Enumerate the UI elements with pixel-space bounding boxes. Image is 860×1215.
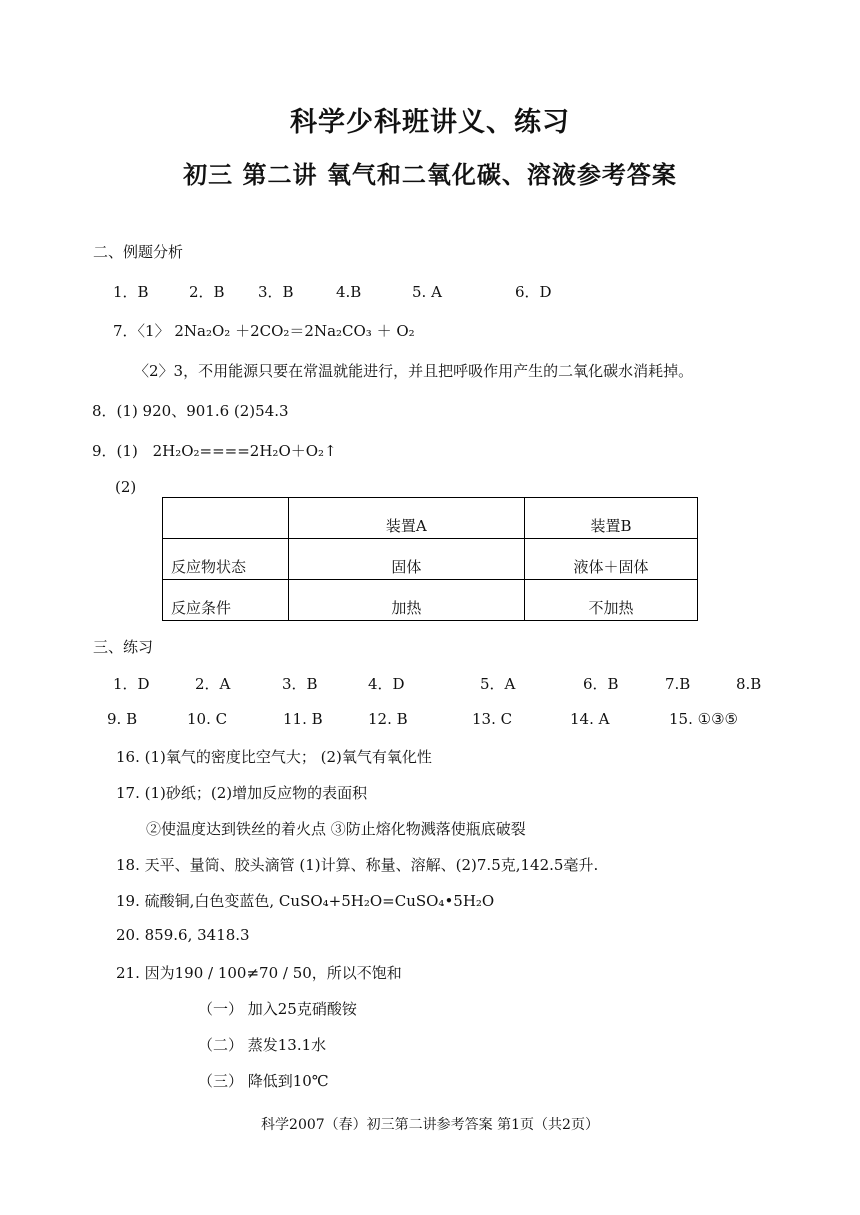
question-7-part-1 [113,320,415,341]
table-row [163,539,698,580]
table-header-cell: 装置A [288,498,524,539]
section-heading-examples: 二、例题分析 [93,243,184,261]
question-21-option-1: （一） 加入25克硝酸铵 [198,1000,357,1018]
table-cell: 反应物状态 [163,539,289,580]
chemical-equation-7: 2Na₂O₂ ＋2CO₂＝2Na₂CO₃ ＋ O₂ [174,322,415,340]
document-subtitle: 初三 第二讲 氧气和二氧化碳、溶液参考答案 [183,160,677,189]
question-7-label: 7．〈1〉 [113,322,170,340]
answer-row-exercises-2 [107,710,738,728]
question-8: 8．(1) 920、901.6 (2)54.3 [92,402,289,420]
question-16: 16. (1)氧气的密度比空气大； (2)氧气有氧化性 [116,748,432,766]
answer-item: 3．B [282,675,318,693]
table-header-cell [163,498,289,539]
chemical-equation-9: 2H₂O₂====2H₂O＋O₂↑ [152,442,337,460]
answer-item: 4．D [368,675,405,693]
document-title: 科学少科班讲义、练习 [290,107,570,138]
answer-item: 7.B [665,675,691,693]
answer-item: 5．A [480,675,516,693]
answer-item: 5. A [412,283,442,301]
apparatus-comparison-table [162,497,698,621]
answer-item: 9. B [107,710,138,728]
answer-item: 4.B [336,283,362,301]
table-cell: 不加热 [524,580,697,621]
question-21-option-3: （三） 降低到10℃ [198,1072,329,1090]
question-19: 19. 硫酸铜,白色变蓝色, CuSO₄+5H₂O=CuSO₄•5H₂O [116,892,495,910]
answer-item: 2．A [195,675,231,693]
answer-item: 10. C [187,710,228,728]
question-21-option-2: （二） 蒸发13.1水 [198,1036,327,1054]
answer-item: 14. A [570,710,610,728]
question-9-part-1 [92,440,337,461]
section-heading-exercises: 三、练习 [93,638,154,656]
answer-item: 1．D [113,675,150,693]
question-9-part-2-label: (2) [115,478,137,496]
answer-item: 13. C [472,710,513,728]
answer-item: 6．B [583,675,619,693]
table-cell: 反应条件 [163,580,289,621]
table-cell: 加热 [288,580,524,621]
page-footer: 科学2007（春）初三第二讲参考答案 第1页（共2页） [261,1117,599,1133]
answer-item: 2．B [189,283,225,301]
table-header-row [163,498,698,539]
answer-item: 8.B [736,675,762,693]
table-cell: 固体 [288,539,524,580]
question-17-continued: ②使温度达到铁丝的着火点 ③防止熔化物溅落使瓶底破裂 [146,820,526,838]
question-7-part-2: 〈2〉3，不用能源只要在常温就能进行，并且把呼吸作用产生的二氧化碳水消耗掉。 [134,362,694,380]
answer-item: 3．B [258,283,294,301]
answer-row-examples [113,281,552,302]
answer-item: 12. B [368,710,408,728]
table-header-cell: 装置B [524,498,697,539]
answer-item: 1．B [113,283,149,301]
question-18: 18. 天平、量筒、胶头滴管 (1)计算、称量、溶解、(2)7.5克,142.5毫升. [116,856,599,874]
table-row [163,580,698,621]
table-cell: 液体＋固体 [524,539,697,580]
answer-item: 11. B [283,710,323,728]
question-21: 21. 因为190 / 100≠70 / 50，所以不饱和 [116,964,402,982]
answer-item: 6．D [515,283,552,301]
question-17: 17. (1)砂纸；(2)增加反应物的表面积 [116,784,368,802]
answer-row-exercises-1 [113,673,761,694]
question-20: 20. 859.6, 3418.3 [116,926,250,944]
answer-item: 15. ①③⑤ [669,710,738,728]
question-9-label: 9．(1) [92,442,138,460]
